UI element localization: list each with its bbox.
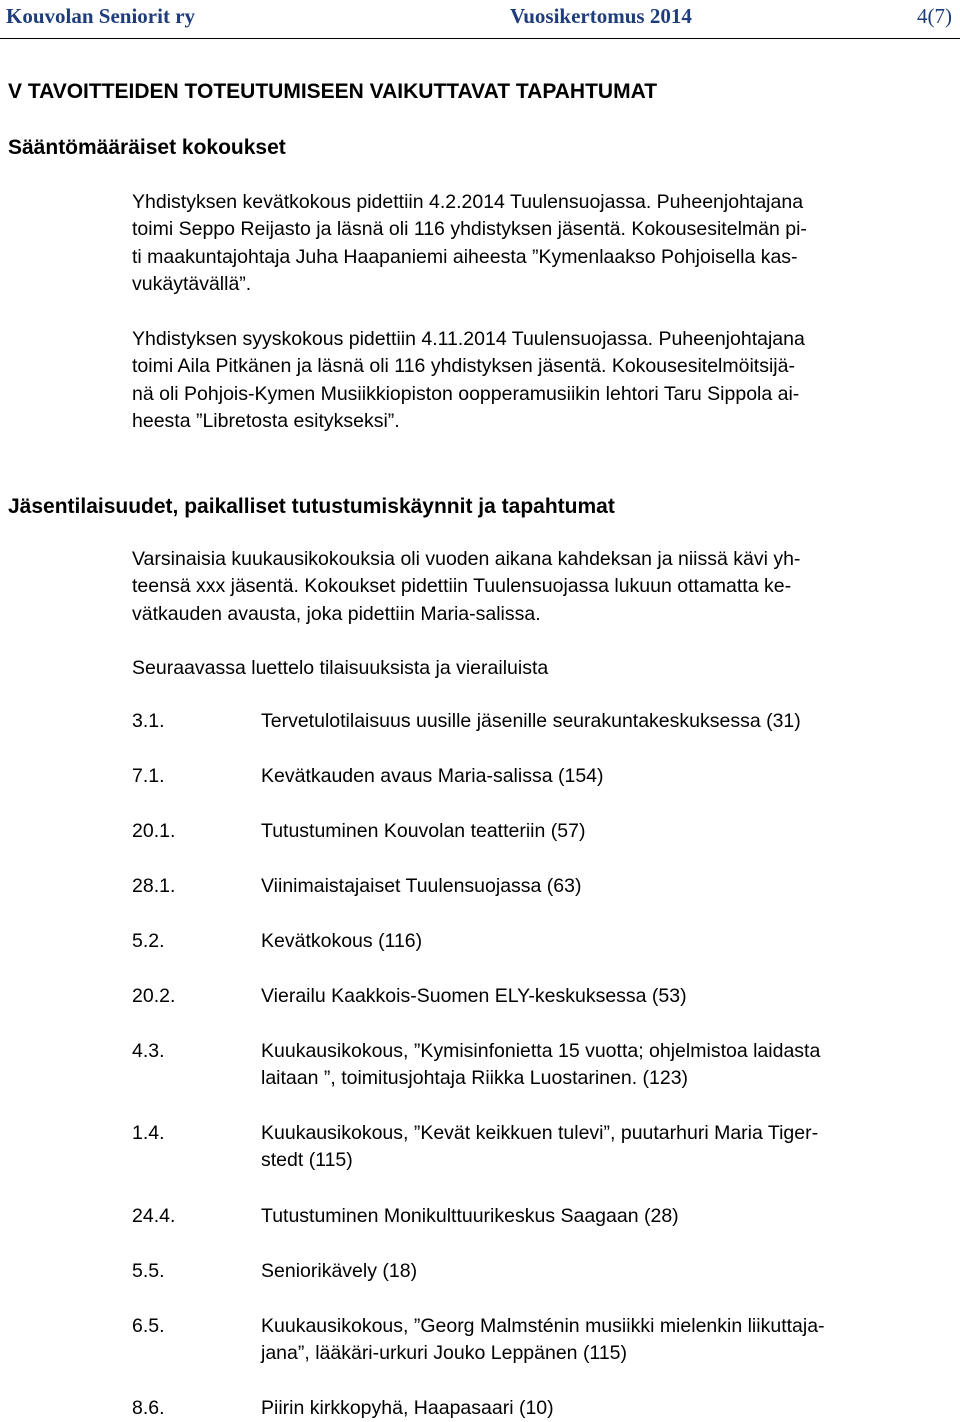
- event-text: Viinimaistajaiset Tuulensuojassa (63): [261, 875, 582, 897]
- list-item: [132, 708, 801, 735]
- event-text: Kuukausikokous, ”Kymisinfonietta 15 vuotta; ohjelmistoa laidasta laitaan ”, toimitusjohtaja Riikka Luostarinen. (123): [261, 1040, 821, 1090]
- event-text: Tutustuminen Monikulttuurikeskus Saagaan (28): [261, 1205, 679, 1227]
- event-date: 20.2.: [132, 985, 176, 1007]
- list-item: [132, 1120, 818, 1175]
- list-item: [132, 818, 585, 845]
- list-item: [132, 1203, 679, 1230]
- list-item: [132, 983, 687, 1010]
- event-date: 24.4.: [132, 1205, 176, 1227]
- list-item: [132, 873, 581, 900]
- event-date: 5.5.: [132, 1260, 165, 1282]
- event-date: 5.2.: [132, 930, 165, 952]
- header-page-number: 4(7): [917, 4, 952, 28]
- list-item: [132, 928, 422, 955]
- event-date: 4.3.: [132, 1040, 165, 1062]
- event-text: Vierailu Kaakkois-Suomen ELY-keskuksessa (53): [261, 985, 687, 1007]
- event-text: Tutustuminen Kouvolan teatteriin (57): [261, 820, 586, 842]
- header-document-title: Vuosikertomus 2014: [510, 4, 692, 28]
- event-text: Kuukausikokous, ”Kevät keikkuen tulevi”, puutarhuri Maria Tiger- stedt (115): [261, 1122, 819, 1172]
- event-date: 20.1.: [132, 820, 176, 842]
- event-date: 6.5.: [132, 1315, 165, 1337]
- subsection-title-events: Jäsentilaisuudet, paikalliset tutustumiskäynnit ja tapahtumat: [8, 495, 615, 518]
- page-header: [0, 0, 960, 39]
- event-text: Kevätkokous (116): [261, 930, 423, 952]
- list-item: [132, 1258, 417, 1285]
- event-text: Tervetulotilaisuus uusille jäsenille seurakuntakeskuksessa (31): [261, 710, 801, 732]
- event-text: Seniorikävely (18): [261, 1260, 418, 1282]
- paragraph-spring-meeting: Yhdistyksen kevätkokous pidettiin 4.2.2014 Tuulensuojassa. Puheenjohtajana toimi Seppo Reijasto ja läsnä oli 116 yhdistyksen jäsentä. Kokousesitelmän pi- ti maakuntajohtaja Juha Haapaniemi aiheesta ”Kymenlaakso Pohjoisella kas- vukäytävällä”.: [132, 191, 807, 295]
- list-item: [132, 1313, 825, 1368]
- subsection-title-meetings: Sääntömääräiset kokoukset: [8, 136, 286, 159]
- list-item: [132, 763, 604, 790]
- paragraph-monthly-meetings: Varsinaisia kuukausikokouksia oli vuoden aikana kahdeksan ja niissä kävi yh- teensä xxx jäsentä. Kokoukset pidettiin Tuulensuojassa lukuun ottamatta ke- vätkauden avausta, joka pidettiin Maria-salissa.: [132, 548, 801, 625]
- event-date: 3.1.: [132, 710, 165, 732]
- event-text: Piirin kirkkopyhä, Haapasaari (10): [261, 1397, 554, 1419]
- list-item: [132, 1038, 820, 1093]
- paragraph-autumn-meeting: Yhdistyksen syyskokous pidettiin 4.11.2014 Tuulensuojassa. Puheenjohtajana toimi Aila Pitkänen ja läsnä oli 116 yhdistyksen jäsentä. Kokousesitelmöitsijä- nä oli Pohjois-Kymen Musiikkiopiston oopperamusiikin lehtori Taru Sippola ai- heesta ”Libretosta esitykseksi”.: [132, 328, 805, 432]
- event-date: 7.1.: [132, 765, 165, 787]
- event-text: Kuukausikokous, ”Georg Malmsténin musiikki mielenkin liikuttaja- jana”, lääkäri-urkuri Jouko Leppänen (115): [261, 1315, 825, 1365]
- event-date: 8.6.: [132, 1397, 165, 1419]
- event-date: 28.1.: [132, 875, 176, 897]
- list-item: [132, 1395, 554, 1422]
- events-intro: Seuraavassa luettelo tilaisuuksista ja vierailuista: [132, 657, 549, 679]
- section-title: V TAVOITTEIDEN TOTEUTUMISEEN VAIKUTTAVAT TAPAHTUMAT: [8, 80, 658, 103]
- header-organization: Kouvolan Seniorit ry: [6, 4, 196, 28]
- event-date: 1.4.: [132, 1122, 165, 1144]
- event-text: Kevätkauden avaus Maria-salissa (154): [261, 765, 604, 787]
